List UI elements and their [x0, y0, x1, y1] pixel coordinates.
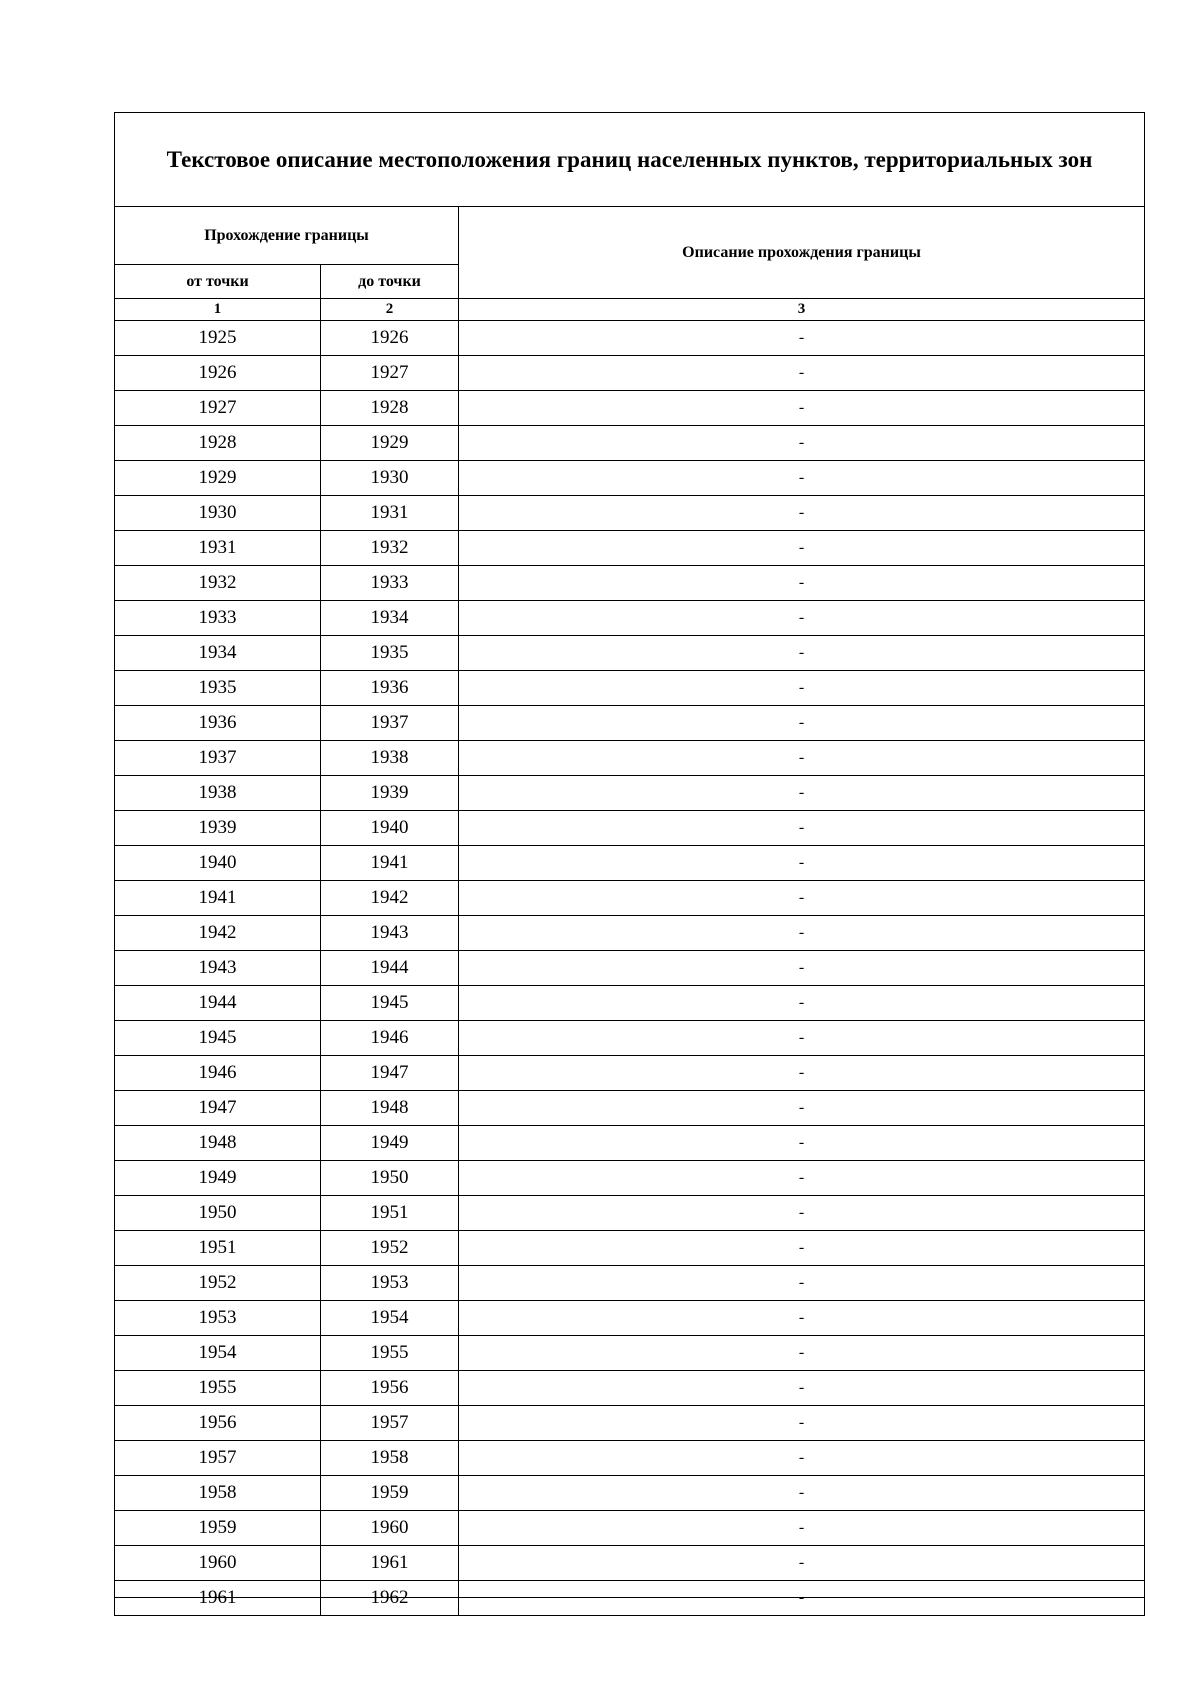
- to-point-cell: 1943: [321, 916, 459, 951]
- to-point-cell: 1932: [321, 531, 459, 566]
- from-point-cell: 1935: [115, 671, 321, 706]
- table-row: [115, 531, 1145, 566]
- description-cell: -: [459, 706, 1145, 741]
- from-point-cell: 1954: [115, 1336, 321, 1371]
- to-point-cell: 1951: [321, 1196, 459, 1231]
- from-point-cell: 1930: [115, 496, 321, 531]
- description-cell: -: [459, 1441, 1145, 1476]
- from-point-cell: 1951: [115, 1231, 321, 1266]
- boundary-table: [114, 112, 1145, 1616]
- description-cell: -: [459, 601, 1145, 636]
- from-point-cell: 1949: [115, 1161, 321, 1196]
- from-point-cell: 1961: [115, 1581, 321, 1616]
- to-point-cell: 1955: [321, 1336, 459, 1371]
- to-point-cell: 1931: [321, 496, 459, 531]
- to-point-cell: 1939: [321, 776, 459, 811]
- to-point-cell: 1954: [321, 1301, 459, 1336]
- from-point-cell: 1936: [115, 706, 321, 741]
- table-row: [115, 1056, 1145, 1091]
- to-point-cell: 1942: [321, 881, 459, 916]
- description-cell: -: [459, 1406, 1145, 1441]
- description-cell: -: [459, 1266, 1145, 1301]
- to-point-cell: 1929: [321, 426, 459, 461]
- from-point-cell: 1950: [115, 1196, 321, 1231]
- to-point-cell: 1946: [321, 1021, 459, 1056]
- to-point-cell: 1940: [321, 811, 459, 846]
- bottom-border-line: [114, 1597, 1144, 1598]
- from-point-cell: 1953: [115, 1301, 321, 1336]
- table-title: Текстовое описание местоположения границ населенных пунктов, территориальных зон: [115, 113, 1145, 207]
- table-row: [115, 636, 1145, 671]
- to-point-cell: 1938: [321, 741, 459, 776]
- table-row: [115, 671, 1145, 706]
- from-point-cell: 1938: [115, 776, 321, 811]
- description-cell: -: [459, 461, 1145, 496]
- table-row: [115, 1406, 1145, 1441]
- description-cell: -: [459, 1196, 1145, 1231]
- description-cell: -: [459, 391, 1145, 426]
- table-body: [115, 113, 1145, 1616]
- to-point-cell: 1933: [321, 566, 459, 601]
- header-description: Описание прохождения границы: [459, 207, 1145, 299]
- description-cell: -: [459, 881, 1145, 916]
- description-cell: -: [459, 531, 1145, 566]
- to-point-cell: 1937: [321, 706, 459, 741]
- table-row: [115, 461, 1145, 496]
- from-point-cell: 1948: [115, 1126, 321, 1161]
- to-point-cell: 1934: [321, 601, 459, 636]
- description-cell: -: [459, 1161, 1145, 1196]
- description-cell: -: [459, 1126, 1145, 1161]
- table-row: [115, 1126, 1145, 1161]
- from-point-cell: 1943: [115, 951, 321, 986]
- to-point-cell: 1930: [321, 461, 459, 496]
- from-point-cell: 1960: [115, 1546, 321, 1581]
- to-point-cell: 1944: [321, 951, 459, 986]
- from-point-cell: 1946: [115, 1056, 321, 1091]
- from-point-cell: 1932: [115, 566, 321, 601]
- table-row: [115, 706, 1145, 741]
- table-row: [115, 1196, 1145, 1231]
- table-row: [115, 1021, 1145, 1056]
- from-point-cell: 1945: [115, 1021, 321, 1056]
- from-point-cell: 1934: [115, 636, 321, 671]
- from-point-cell: 1955: [115, 1371, 321, 1406]
- to-point-cell: 1948: [321, 1091, 459, 1126]
- from-point-cell: 1940: [115, 846, 321, 881]
- table-row: [115, 1161, 1145, 1196]
- header-to-point: до точки: [321, 265, 459, 299]
- table-row: [115, 601, 1145, 636]
- table-row: [115, 1546, 1145, 1581]
- header-boundary-passage: Прохождение границы: [115, 207, 459, 265]
- from-point-cell: 1927: [115, 391, 321, 426]
- description-cell: -: [459, 1546, 1145, 1581]
- description-cell: -: [459, 951, 1145, 986]
- table-row: [115, 951, 1145, 986]
- from-point-cell: 1929: [115, 461, 321, 496]
- from-point-cell: 1956: [115, 1406, 321, 1441]
- column-number-row: [115, 299, 1145, 321]
- from-point-cell: 1937: [115, 741, 321, 776]
- from-point-cell: 1926: [115, 356, 321, 391]
- to-point-cell: 1957: [321, 1406, 459, 1441]
- from-point-cell: 1947: [115, 1091, 321, 1126]
- description-cell: -: [459, 321, 1145, 356]
- to-point-cell: 1927: [321, 356, 459, 391]
- description-cell: -: [459, 1056, 1145, 1091]
- description-cell: -: [459, 986, 1145, 1021]
- from-point-cell: 1958: [115, 1476, 321, 1511]
- to-point-cell: 1945: [321, 986, 459, 1021]
- table-row: [115, 846, 1145, 881]
- table-row: [115, 1231, 1145, 1266]
- to-point-cell: 1947: [321, 1056, 459, 1091]
- to-point-cell: 1958: [321, 1441, 459, 1476]
- description-cell: -: [459, 1371, 1145, 1406]
- column-number-1: 1: [115, 299, 321, 321]
- table-row: [115, 496, 1145, 531]
- to-point-cell: 1960: [321, 1511, 459, 1546]
- from-point-cell: 1939: [115, 811, 321, 846]
- table-row: [115, 1441, 1145, 1476]
- description-cell: -: [459, 1021, 1145, 1056]
- from-point-cell: 1957: [115, 1441, 321, 1476]
- description-cell: -: [459, 776, 1145, 811]
- table-row: [115, 1301, 1145, 1336]
- table-row: [115, 391, 1145, 426]
- description-cell: -: [459, 916, 1145, 951]
- description-cell: -: [459, 1091, 1145, 1126]
- table-row: [115, 1581, 1145, 1616]
- table-row: [115, 1091, 1145, 1126]
- from-point-cell: 1933: [115, 601, 321, 636]
- table-row: [115, 916, 1145, 951]
- from-point-cell: 1959: [115, 1511, 321, 1546]
- column-number-2: 2: [321, 299, 459, 321]
- column-number-3: 3: [459, 299, 1145, 321]
- to-point-cell: 1936: [321, 671, 459, 706]
- description-cell: -: [459, 496, 1145, 531]
- table-row: [115, 1266, 1145, 1301]
- header-from-point: от точки: [115, 265, 321, 299]
- to-point-cell: 1953: [321, 1266, 459, 1301]
- table-row: [115, 1511, 1145, 1546]
- description-cell: -: [459, 636, 1145, 671]
- to-point-cell: 1952: [321, 1231, 459, 1266]
- description-cell: -: [459, 811, 1145, 846]
- to-point-cell: 1949: [321, 1126, 459, 1161]
- from-point-cell: 1928: [115, 426, 321, 461]
- table-row: [115, 1476, 1145, 1511]
- to-point-cell: 1935: [321, 636, 459, 671]
- to-point-cell: 1961: [321, 1546, 459, 1581]
- description-cell: -: [459, 741, 1145, 776]
- to-point-cell: 1950: [321, 1161, 459, 1196]
- from-point-cell: 1942: [115, 916, 321, 951]
- from-point-cell: 1941: [115, 881, 321, 916]
- to-point-cell: 1962: [321, 1581, 459, 1616]
- from-point-cell: 1931: [115, 531, 321, 566]
- table-row: [115, 741, 1145, 776]
- table-row: [115, 881, 1145, 916]
- table-row: [115, 356, 1145, 391]
- header-row-group: [115, 207, 1145, 265]
- description-cell: -: [459, 426, 1145, 461]
- to-point-cell: 1959: [321, 1476, 459, 1511]
- to-point-cell: 1928: [321, 391, 459, 426]
- table-row: [115, 1336, 1145, 1371]
- to-point-cell: 1956: [321, 1371, 459, 1406]
- description-cell: -: [459, 1231, 1145, 1266]
- table-row: [115, 811, 1145, 846]
- table-row: [115, 776, 1145, 811]
- description-cell: -: [459, 1476, 1145, 1511]
- table-row: [115, 1371, 1145, 1406]
- description-cell: -: [459, 1581, 1145, 1616]
- from-point-cell: 1952: [115, 1266, 321, 1301]
- from-point-cell: 1925: [115, 321, 321, 356]
- description-cell: -: [459, 566, 1145, 601]
- description-cell: -: [459, 1336, 1145, 1371]
- table-row: [115, 566, 1145, 601]
- table-row: [115, 321, 1145, 356]
- from-point-cell: 1944: [115, 986, 321, 1021]
- table-row: [115, 426, 1145, 461]
- description-cell: -: [459, 356, 1145, 391]
- table-row: [115, 986, 1145, 1021]
- description-cell: -: [459, 671, 1145, 706]
- description-cell: -: [459, 1301, 1145, 1336]
- title-row: [115, 113, 1145, 207]
- to-point-cell: 1926: [321, 321, 459, 356]
- description-cell: -: [459, 846, 1145, 881]
- description-cell: -: [459, 1511, 1145, 1546]
- to-point-cell: 1941: [321, 846, 459, 881]
